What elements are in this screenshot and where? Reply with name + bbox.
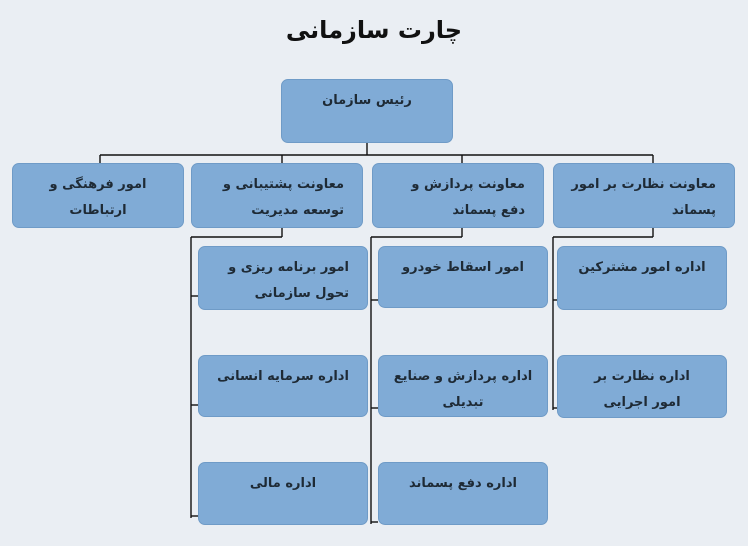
node-support: معاونت پشتیبانی و توسعه مدیریت bbox=[191, 163, 363, 228]
node-finance: اداره مالی bbox=[198, 462, 368, 525]
node-planning: امور برنامه ریزی و تحول سازمانی bbox=[198, 246, 368, 310]
node-processing: معاونت پردازش و دفع پسماند bbox=[372, 163, 544, 228]
node-head: رئیس سازمان bbox=[281, 79, 453, 143]
node-disposal: اداره دفع پسماند bbox=[378, 462, 548, 525]
node-conversion: اداره پردازش و صنایع تبدیلی bbox=[378, 355, 548, 417]
node-supervision: معاونت نظارت بر امور پسماند bbox=[553, 163, 735, 228]
node-culture: امور فرهنگی و ارتباطات bbox=[12, 163, 184, 228]
node-execsup: اداره نظارت بر امور اجرایی bbox=[557, 355, 727, 418]
node-customers: اداره امور مشترکین bbox=[557, 246, 727, 310]
node-hr: اداره سرمایه انسانی bbox=[198, 355, 368, 417]
page-title: چارت سازمانی bbox=[285, 16, 463, 44]
node-scrapping: امور اسقاط خودرو bbox=[378, 246, 548, 308]
